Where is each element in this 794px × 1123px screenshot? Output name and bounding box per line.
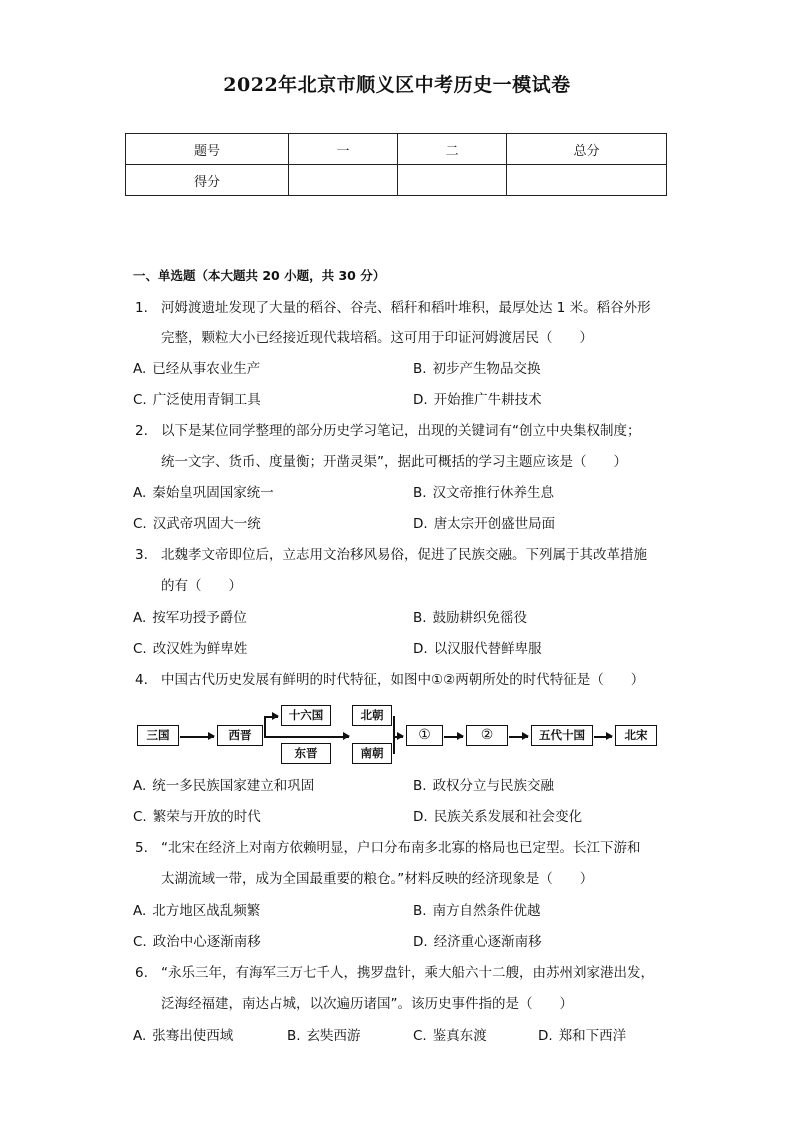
option-d[interactable] (413, 634, 542, 665)
option-text: 张骞出使西域 (152, 1028, 234, 1044)
option-label: C. (413, 1028, 427, 1044)
option-c[interactable] (133, 385, 261, 416)
question-text-continued: 完整，颗粒大小已经接近现代栽培稻。这可用于印证河姆渡居民（ ） (161, 330, 593, 346)
question-3-line (135, 540, 647, 571)
option-d[interactable] (413, 927, 542, 958)
box-sanguo: 三国 (137, 725, 179, 746)
question-text: “北宋在经济上对南方依赖明显，户口分布南多北寡的格局也已定型。长江下游和 (161, 840, 641, 856)
option-a[interactable] (133, 771, 314, 802)
option-a[interactable] (133, 1021, 233, 1052)
arrow (594, 736, 612, 738)
score-table (125, 133, 667, 196)
option-text: 玄奘西游 (306, 1028, 361, 1044)
box-xijin: 西晋 (217, 725, 263, 746)
option-c[interactable] (133, 509, 261, 540)
question-number: 6. (135, 965, 148, 981)
question-number: 4. (135, 672, 148, 688)
option-label: A. (133, 485, 147, 501)
score-header-cell: 总分 (507, 134, 667, 165)
option-label: D. (413, 392, 428, 408)
option-b[interactable] (287, 1021, 361, 1052)
score-header-cell: 二 (398, 134, 507, 165)
question-text-continued: 的有（ ） (161, 578, 242, 594)
option-text: 初步产生物品交换 (432, 361, 541, 377)
option-a[interactable] (133, 603, 247, 634)
page-title: 2022年北京市顺义区中考历史一模试卷 (223, 74, 571, 96)
option-text: 以汉服代替鲜卑服 (433, 641, 542, 657)
option-label: B. (413, 361, 427, 377)
option-text: 唐太宗开创盛世局面 (433, 516, 556, 532)
arrow (264, 716, 278, 718)
question-text-continued: 泛海经福建，南达占城，以次遍历诸国”。该历史事件指的是（ ） (161, 996, 573, 1012)
box-wudai: 五代十国 (531, 725, 593, 746)
question-number: 2. (135, 423, 148, 439)
score-table-header-row (126, 134, 667, 165)
question-text: “永乐三年，有海军三万七千人，携罗盘针，乘大船六十二艘，由苏州刘家港出发， (161, 965, 654, 981)
option-label: A. (133, 903, 147, 919)
question-text: 以下是某位同学整理的部分历史学习笔记，出现的关键词有“创立中央集权制度； (161, 423, 641, 439)
option-d[interactable] (413, 509, 555, 540)
option-text: 已经从事农业生产 (152, 361, 261, 377)
question-4-line (135, 665, 644, 696)
question-text: 北魏孝文帝即位后，立志用文治移风易俗，促进了民族交融。下列属于其改革措施 (161, 547, 647, 563)
option-b[interactable] (413, 603, 527, 634)
option-text: 汉文帝推行休养生息 (432, 485, 555, 501)
option-label: B. (413, 778, 427, 794)
option-b[interactable] (413, 771, 554, 802)
question-5-line (135, 833, 641, 864)
score-cell (289, 165, 398, 196)
option-label: A. (133, 778, 147, 794)
option-text: 北方地区战乱频繁 (152, 903, 261, 919)
question-text: 中国古代历史发展有鲜明的时代特征，如图中①②两朝所处的时代特征是（ ） (161, 672, 645, 688)
question-number: 1. (135, 300, 148, 316)
option-label: A. (133, 610, 147, 626)
option-text: 按军功授予爵位 (152, 610, 247, 626)
arrow (180, 736, 214, 738)
question-number: 5. (135, 840, 148, 856)
arrow (509, 736, 528, 738)
question-number: 3. (135, 547, 148, 563)
option-label: B. (413, 903, 427, 919)
option-text: 广泛使用青铜工具 (152, 392, 261, 408)
question-text: 河姆渡遗址发现了大量的稻谷、谷壳、稻秆和稻叶堆积，最厚处达 1 米。稻谷外形 (161, 300, 651, 316)
box-beichao: 北朝 (352, 705, 392, 726)
box-blank-1: ① (406, 725, 443, 746)
option-text: 鼓励耕织免徭役 (432, 610, 528, 626)
option-b[interactable] (413, 478, 554, 509)
option-text: 民族关系发展和社会变化 (433, 809, 583, 825)
option-label: D. (413, 934, 428, 950)
box-dongjin: 东晋 (281, 743, 331, 764)
option-text: 秦始皇巩固国家统一 (152, 485, 274, 501)
option-a[interactable] (133, 354, 260, 385)
option-a[interactable] (133, 478, 274, 509)
option-c[interactable] (413, 1021, 487, 1052)
option-text: 统一多民族国家建立和巩固 (152, 778, 315, 794)
option-b[interactable] (413, 354, 541, 385)
option-label: C. (133, 392, 147, 408)
option-d[interactable] (413, 385, 542, 416)
option-c[interactable] (133, 802, 261, 833)
arrow (393, 736, 403, 738)
score-cell (507, 165, 667, 196)
option-b[interactable] (413, 896, 541, 927)
option-d[interactable] (413, 802, 582, 833)
option-c[interactable] (133, 634, 247, 665)
box-beisong: 北宋 (615, 725, 657, 746)
box-shiliuguo: 十六国 (281, 705, 331, 726)
score-table-score-row (126, 165, 667, 196)
option-label: B. (287, 1028, 301, 1044)
option-label: A. (133, 1028, 147, 1044)
option-text: 改汉姓为鲜卑姓 (152, 641, 248, 657)
option-text: 经济重心逐渐南移 (433, 934, 542, 950)
option-label: A. (133, 361, 147, 377)
option-label: D. (413, 516, 428, 532)
score-header-cell: 题号 (126, 134, 289, 165)
option-text: 开始推广牛耕技术 (433, 392, 542, 408)
option-label: C. (133, 641, 147, 657)
option-a[interactable] (133, 896, 260, 927)
option-label: C. (133, 516, 147, 532)
option-text: 鉴真东渡 (432, 1028, 487, 1044)
option-text: 郑和下西洋 (558, 1028, 627, 1044)
option-label: D. (538, 1028, 553, 1044)
section-heading: 一、单选题（本大题共 20 小题，共 30 分） (133, 268, 386, 283)
question-text-continued: 统一文字、货币、度量衡；开凿灵渠”，据此可概括的学习主题应该是（ ） (161, 454, 627, 470)
option-text: 繁荣与开放的时代 (152, 809, 261, 825)
option-label: C. (133, 809, 147, 825)
score-cell (398, 165, 507, 196)
option-label: D. (413, 809, 428, 825)
question-2-line (135, 416, 641, 447)
option-label: C. (133, 934, 147, 950)
question-1-line (135, 293, 651, 324)
dynasty-flow-diagram (0, 696, 794, 768)
question-6-line (135, 958, 654, 989)
score-row-label: 得分 (126, 165, 289, 196)
option-text: 南方自然条件优越 (432, 903, 541, 919)
option-text: 汉武帝巩固大一统 (152, 516, 261, 532)
arrow (444, 736, 463, 738)
connector-line (393, 716, 395, 754)
option-label: B. (413, 610, 427, 626)
option-c[interactable] (133, 927, 261, 958)
option-label: D. (413, 641, 428, 657)
option-text: 政权分立与民族交融 (432, 778, 555, 794)
question-text-continued: 太湖流域一带，成为全国最重要的粮仓。”材料反映的经济现象是（ ） (161, 871, 594, 887)
option-text: 政治中心逐渐南移 (152, 934, 261, 950)
arrow (264, 736, 349, 738)
connector-line (264, 716, 266, 737)
option-label: B. (413, 485, 427, 501)
box-blank-2: ② (466, 725, 508, 746)
box-nanchao: 南朝 (352, 743, 392, 764)
option-d[interactable] (538, 1021, 626, 1052)
score-header-cell: 一 (289, 134, 398, 165)
